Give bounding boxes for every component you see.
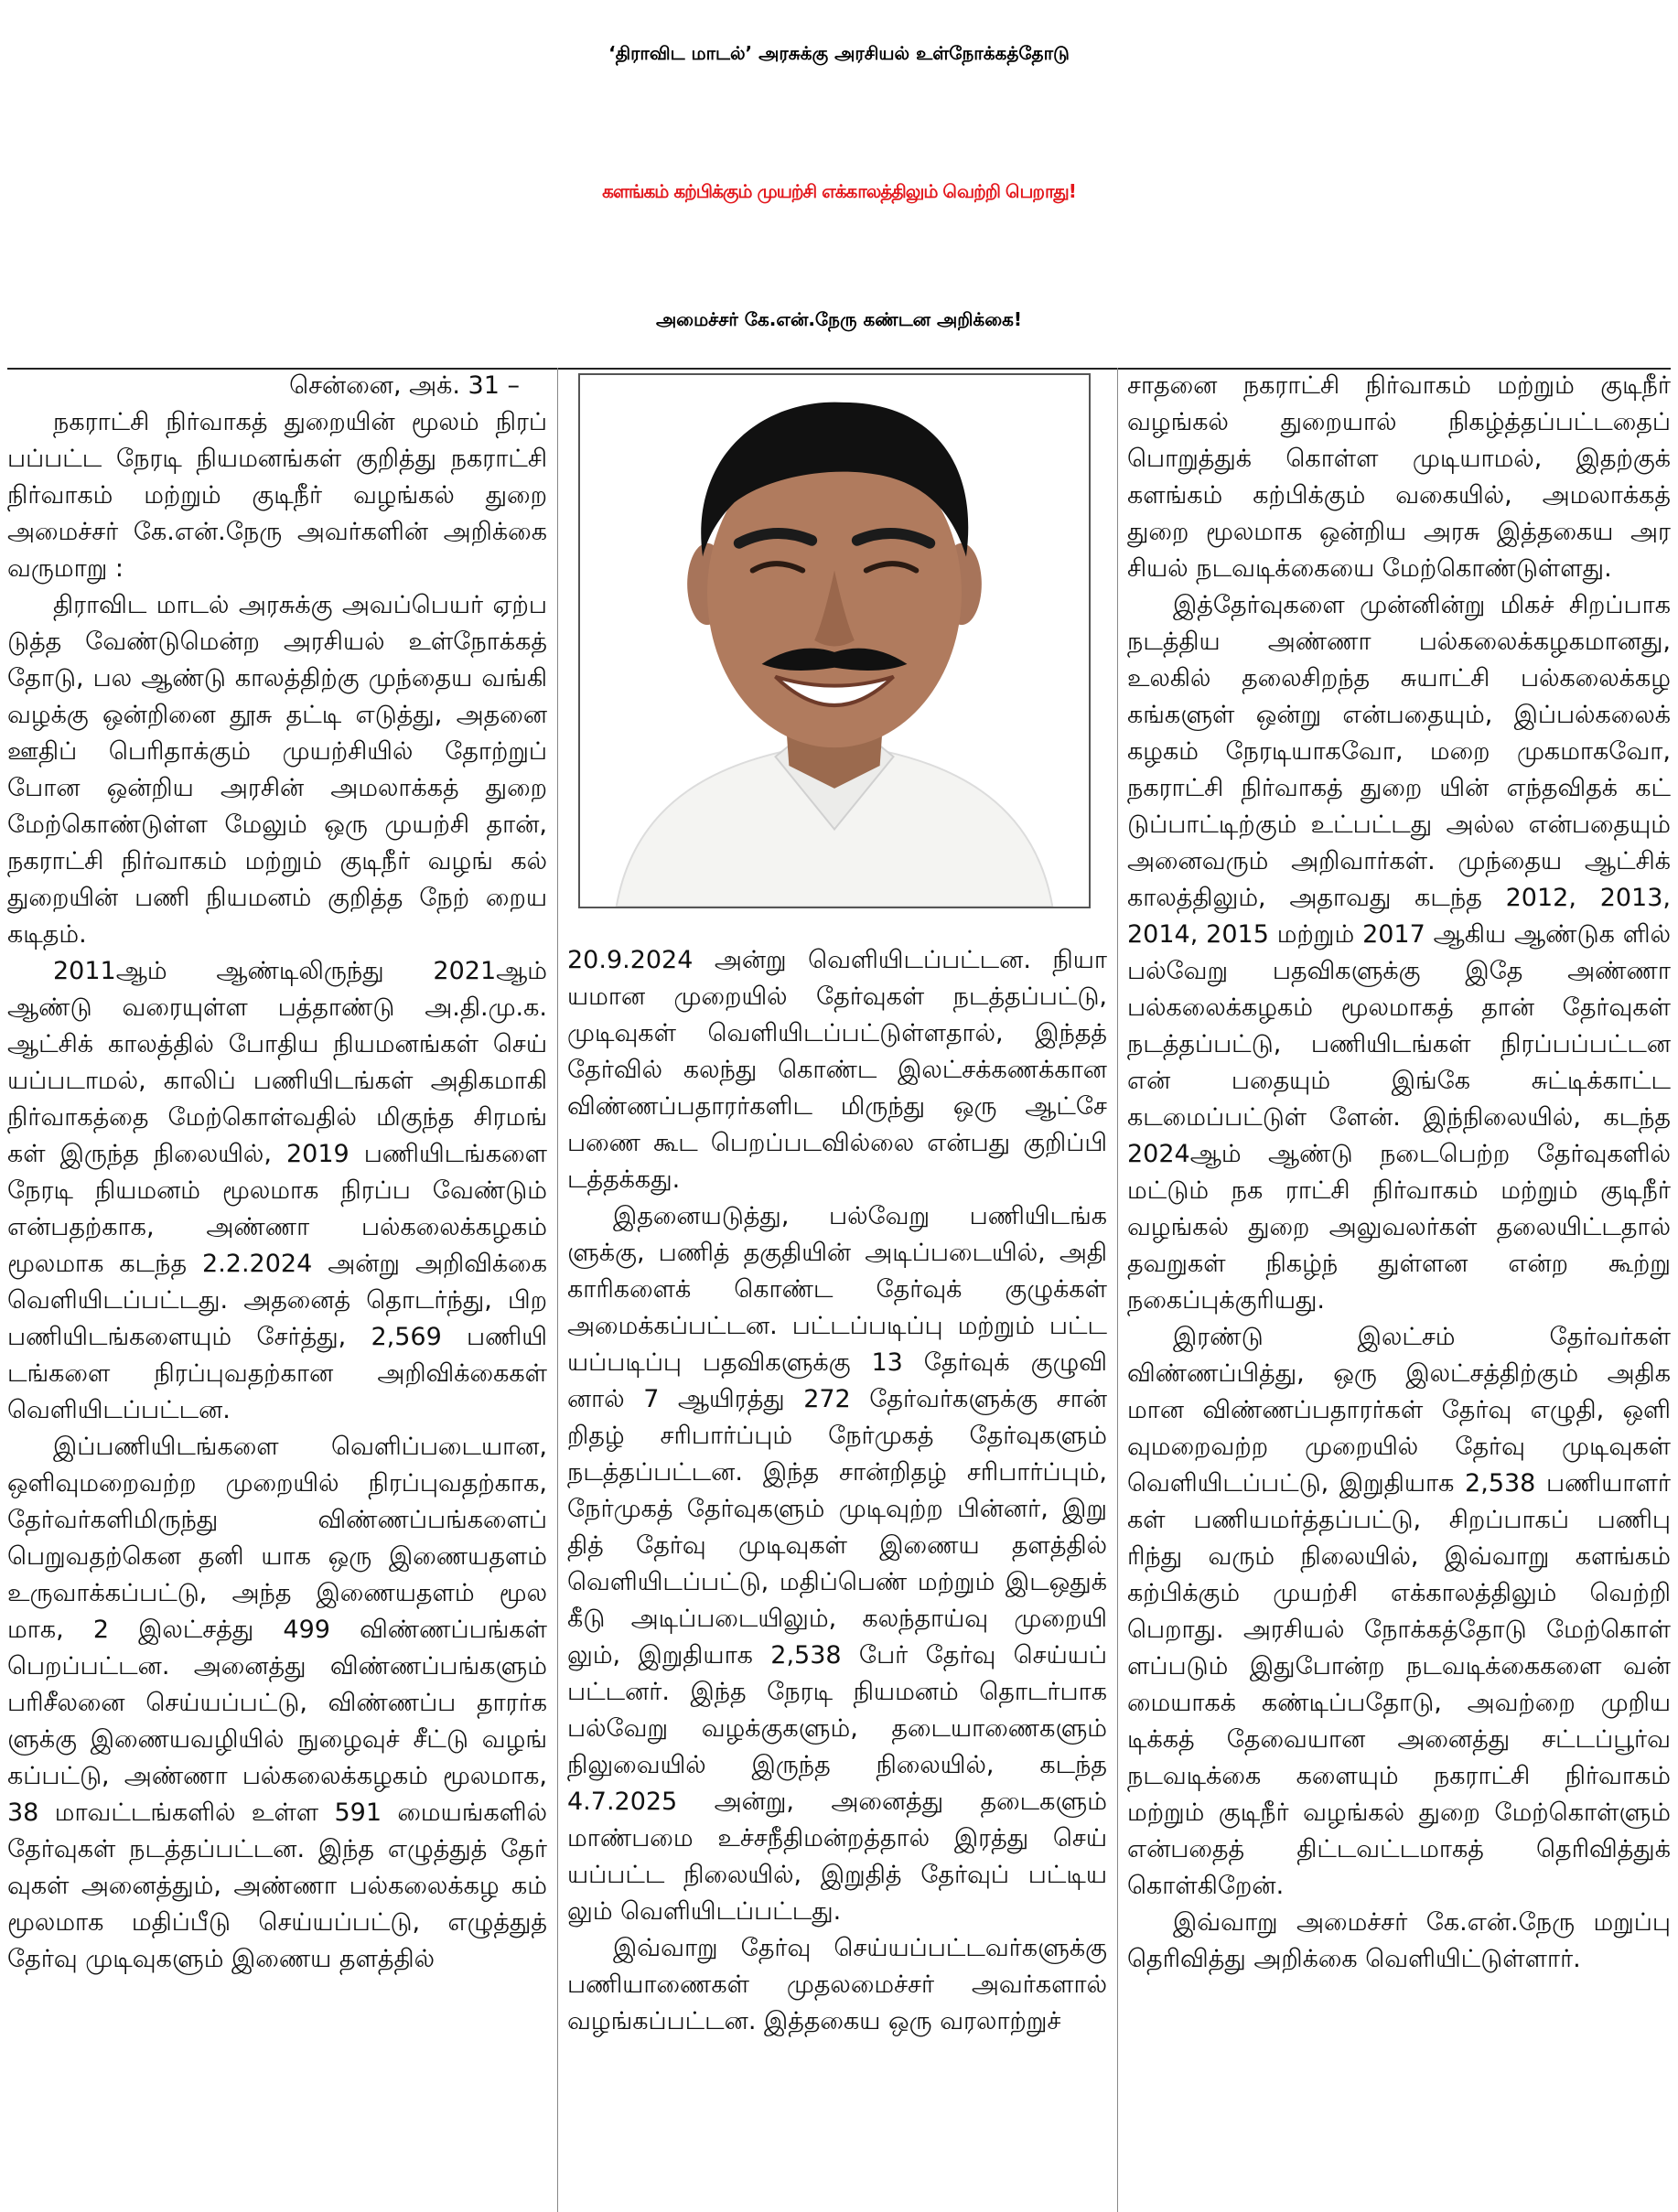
paragraph: நகராட்சி நிர்வாகத் துறையின் மூலம் நிரப் பப்பட்ட நேரடி நியமனங்கள் குறித்து நகராட்சி நிர்வாகம் மற்றும் குடிநீர் வழங்கல் துறை அமைச்சர் கே.என்.நேரு அவர்களின் அறிக்கை வருமாறு : — [7, 408, 547, 583]
paragraph: 2011ஆம் ஆண்டிலிருந்து 2021ஆம் ஆண்டு வரையுள்ள பத்தாண்டு அ.தி.மு.க. ஆட்சிக் காலத்தில் போதிய நியமனங்கள் செய் யப்படாமல், காலிப் பணியிடங்கள் அதிகமாகி நிர்வாகத்தை மேற்கொள்வதில் மிகுந்த சிரமங் கள் இருந்த நிலையில், 2019 பணியிடங்களை நேரடி நியமனம் மூலமாக நிரப்ப வேண்டும் என்பதற்காக, அண்ணா பல்கலைக்கழகம் மூலமாக கடந்த 2.2.2024 அன்று அறிவிக்கை வெளியிடப்பட்டது. அதனைத் தொடர்ந்து, பிற பணியிடங்களையும் சேர்த்து, 2,569 பணியி டங்களை நிரப்புவதற்கான அறிவிக்கைகள் வெளியிடப்பட்டன. — [7, 957, 547, 1424]
subheadline: அமைச்சர் கே.என்.நேரு கண்டன அறிக்கை! — [655, 307, 1023, 330]
article-column-2 — [567, 942, 1107, 2212]
column-divider-2 — [1117, 368, 1118, 2212]
article-column-3 — [1127, 368, 1671, 2212]
kicker-line: ‘திராவிட மாடல்’ அரசுக்கு அரசியல் உள்நோக்கத்தோடு — [608, 41, 1070, 64]
portrait-photo — [578, 373, 1091, 908]
paragraph: இத்தேர்வுகளை முன்னின்று மிகச் சிறப்பாக நடத்திய அண்ணா பல்கலைக்கழகமானது, உலகில் தலைசிறந்த சுயாட்சி பல்கலைக்கழ கங்களுள் ஒன்று என்பதையும், இப்பல்கலைக் கழகம் நேரடியாகவோ, மறை முகமாகவோ, நகராட்சி நிர்வாகத் துறை யின் எந்தவிதக் கட் டுப்பாட்டிற்கும் உட்பட்டது அல்ல என்பதையும் அனைவரும் அறிவார்கள். முந்தைய ஆட்சிக் காலத்திலும், அதாவது கடந்த 2012, 2013, 2014, 2015 மற்றும் 2017 ஆகிய ஆண்டுக ளில் பல்வேறு பதவிகளுக்கு இதே அண்ணா பல்கலைக்கழகம் மூலமாகத் தான் தேர்வுகள் நடத்தப்பட்டு, பணியிடங்கள் நிரப்பப்பட்டன என் பதையும் இங்கே சுட்டிக்காட்ட கடமைப்பட்டுள் ளேன். இந்நிலையில், கடந்த 2024ஆம் ஆண்டு நடைபெற்ற தேர்வுகளில் மட்டும் நக ராட்சி நிர்வாகம் மற்றும் குடிநீர் வழங்கல் துறை அலுவலர்கள் தலையிட்டதால் தவறுகள் நிகழ்ந் துள்ளன என்ற கூற்று நகைப்புக்குரியது. — [1127, 591, 1671, 1315]
column-divider-1 — [557, 368, 558, 2212]
article-column-1 — [7, 368, 547, 2212]
paragraph: இரண்டு இலட்சம் தேர்வர்கள் விண்ணப்பித்து, ஒரு இலட்சத்திற்கும் அதிக மான விண்ணப்பதாரர்கள் தேர்வு எழுதி, ஒளி வுமறைவற்ற முறையில் தேர்வு முடிவுகள் வெளியிடப்பட்டு, இறுதியாக 2,538 பணியாளர் கள் பணியமர்த்தப்பட்டு, சிறப்பாகப் பணிபு ரிந்து வரும் நிலையில், இவ்வாறு களங்கம் கற்பிக்கும் முயற்சி எக்காலத்திலும் வெற்றி பெறாது. அரசியல் நோக்கத்தோடு மேற்கொள் ளப்படும் இதுபோன்ற நடவடிக்கைகளை வன் மையாகக் கண்டிப்பதோடு, அவற்றை முறிய டிக்கத் தேவையான அனைத்து சட்டப்பூர்வ நடவடிக்கை களையும் நகராட்சி நிர்வாகம் மற்றும் குடிநீர் வழங்கல் துறை மேற்கொள்ளும் என்பதைத் திட்டவட்டமாகத் தெரிவித்துக் கொள்கிறேன். — [1127, 1323, 1671, 1900]
dateline: சென்னை, அக். 31 – — [289, 371, 520, 400]
headline: களங்கம் கற்பிக்கும் முயற்சி எக்காலத்திலும் வெற்றி பெறாது! — [602, 179, 1076, 202]
paragraph: இதனையடுத்து, பல்வேறு பணியிடங்க ளுக்கு, பணித் தகுதியின் அடிப்படையில், அதி காரிகளைக் கொண்ட தேர்வுக் குழுக்கள் அமைக்கப்பட்டன. பட்டப்படிப்பு மற்றும் பட்ட யப்படிப்பு பதவிகளுக்கு 13 தேர்வுக் குழுவி னால் 7 ஆயிரத்து 272 தேர்வர்களுக்கு சான் றிதழ் சரிபார்ப்பும் நேர்முகத் தேர்வுகளும் நடத்தப்பட்டன. இந்த சான்றிதழ் சரிபார்ப்பும், நேர்முகத் தேர்வுகளும் முடிவுற்ற பின்னர், இறு தித் தேர்வு முடிவுகள் இணைய தளத்தில் வெளியிடப்பட்டு, மதிப்பெண் மற்றும் இடஒதுக் கீடு அடிப்படையிலும், கலந்தாய்வு முறையி லும், இறுதியாக 2,538 பேர் தேர்வு செய்யப் பட்டனர். இந்த நேரடி நியமனம் தொடர்பாக பல்வேறு வழக்குகளும், தடையாணைகளும் நிலுவையில் இருந்த நிலையில், கடந்த 4.7.2025 அன்று, அனைத்து தடைகளும் மாண்பமை உச்சநீதிமன்றத்தால் இரத்து செய் யப்பட்ட நிலையில், இறுதித் தேர்வுப் பட்டிய லும் வெளியிடப்பட்டது. — [567, 1202, 1107, 1926]
paragraph: இவ்வாறு அமைச்சர் கே.என்.நேரு மறுப்பு தெரிவித்து அறிக்கை வெளியிட்டுள்ளார். — [1127, 1908, 1671, 1973]
paragraph: சாதனை நகராட்சி நிர்வாகம் மற்றும் குடிநீர் வழங்கல் துறையால் நிகழ்த்தப்பட்டதைப் பொறுத்துக் கொள்ள முடியாமல், இதற்குக் களங்கம் கற்பிக்கும் வகையில், அமலாக்கத் துறை மூலமாக ஒன்றிய அரசு இத்தகைய அர சியல் நடவடிக்கையை மேற்கொண்டுள்ளது. — [1127, 371, 1671, 583]
paragraph: இப்பணியிடங்களை வெளிப்படையான, ஒளிவுமறைவற்ற முறையில் நிரப்புவதற்காக, தேர்வர்களிமிருந்து விண்ணப்பங்களைப் பெறுவதற்கென தனி யாக ஒரு இணையதளம் உருவாக்கப்பட்டு, அந்த இணையதளம் மூல மாக, 2 இலட்சத்து 499 விண்ணப்பங்கள் பெறப்பட்டன. அனைத்து விண்ணப்பங்களும் பரிசீலனை செய்யப்பட்டு, விண்ணப்ப தாரர்க ளுக்கு இணையவழியில் நுழைவுச் சீட்டு வழங் கப்பட்டு, அண்ணா பல்கலைக்கழகம் மூலமாக, 38 மாவட்டங்களில் உள்ள 591 மையங்களில் தேர்வுகள் நடத்தப்பட்டன. இந்த எழுத்துத் தேர் வுகள் அனைத்தும், அண்ணா பல்கலைக்கழ கம் மூலமாக மதிப்பீடு செய்யப்பட்டு, எழுத்துத் தேர்வு முடிவுகளும் இணைய தளத்தில் — [7, 1433, 547, 1973]
portrait-photo-icon — [580, 375, 1089, 907]
paragraph: 20.9.2024 அன்று வெளியிடப்பட்டன. நியா யமான முறையில் தேர்வுகள் நடத்தப்பட்டு, முடிவுகள் வெளியிடப்பட்டுள்ளதால், இந்தத் தேர்வில் கலந்து கொண்ட இலட்சக்கணக்கான விண்ணப்பதாரர்களிட மிருந்து ஒரு ஆட்சே பணை கூட பெறப்படவில்லை என்பது குறிப்பி டத்தக்கது. — [567, 946, 1107, 1194]
paragraph: இவ்வாறு தேர்வு செய்யப்பட்டவர்களுக்கு பணியாணைகள் முதலமைச்சர் அவர்களால் வழங்கப்பட்டன. இத்தகைய ஒரு வரலாற்றுச் — [567, 1934, 1107, 2035]
paragraph: திராவிட மாடல் அரசுக்கு அவப்பெயர் ஏற்ப டுத்த வேண்டுமென்ற அரசியல் உள்நோக்கத் தோடு, பல ஆண்டு காலத்திற்கு முந்தைய வங்கி வழக்கு ஒன்றினை தூசு தட்டி எடுத்து, அதனை ஊதிப் பெரிதாக்கும் முயற்சியில் தோற்றுப் போன ஒன்றிய அரசின் அமலாக்கத் துறை மேற்கொண்டுள்ள மேலும் ஒரு முயற்சி தான், நகராட்சி நிர்வாகம் மற்றும் குடிநீர் வழங் கல் துறையின் பணி நியமனம் குறித்த நேற் றைய கடிதம். — [7, 591, 547, 949]
